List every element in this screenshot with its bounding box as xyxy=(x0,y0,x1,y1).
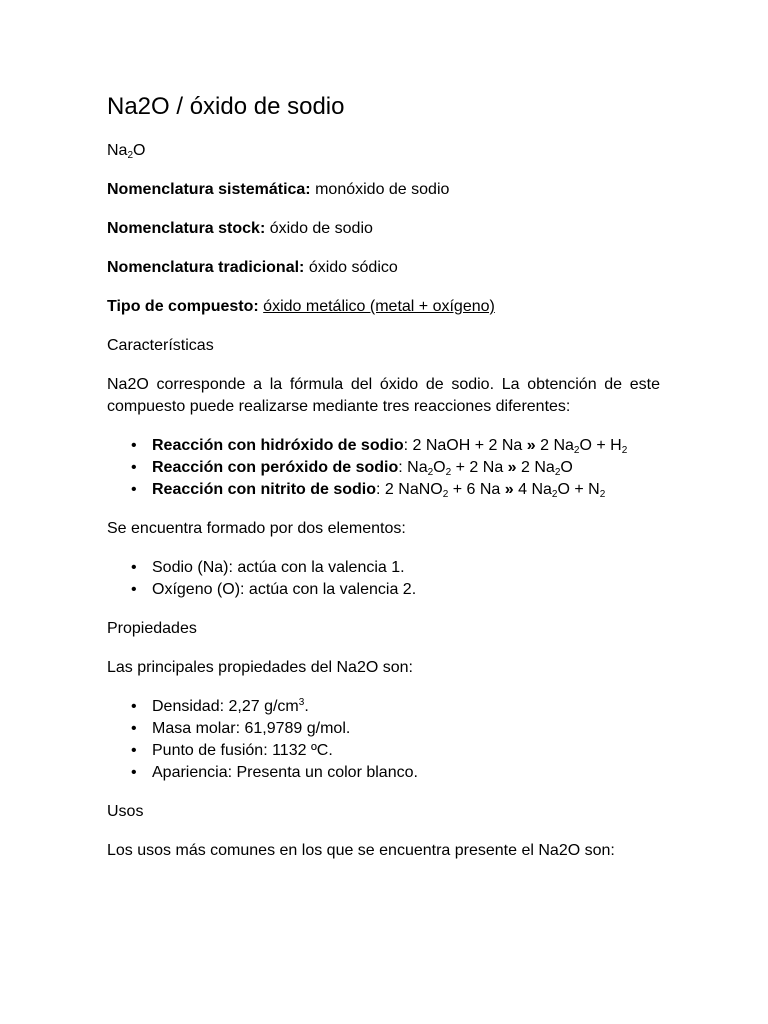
formula-na: Na xyxy=(107,142,128,159)
reaccion-text: 2 Na xyxy=(516,459,555,476)
nomenclatura-sistematica-value: monóxido de sodio xyxy=(310,181,450,198)
reaccion-text: : 2 NaNO xyxy=(376,481,443,498)
nomenclatura-sistematica-label: Nomenclatura sistemática: xyxy=(107,181,311,198)
usos-intro: Los usos más comunes en los que se encuentra presente el Na2O son: xyxy=(107,842,615,859)
list-item-reaccion-nitrito xyxy=(152,479,660,501)
list-item: • Punto de fusión: 1132 ºC. xyxy=(152,740,660,762)
nomenclatura-stock xyxy=(107,218,660,240)
reaccion-text: O xyxy=(560,459,573,476)
formula-o: O xyxy=(133,142,146,159)
nomenclatura-stock-value: óxido de sodio xyxy=(265,220,373,237)
densidad-superscript: 3 xyxy=(298,697,305,708)
formula-line xyxy=(107,140,660,162)
list-item-reaccion-peroxido xyxy=(152,457,660,479)
reaccion-label: Reacción con hidróxido de sodio xyxy=(152,437,404,454)
reacciones-list xyxy=(107,435,660,501)
list-item-densidad xyxy=(152,696,660,718)
reaccion-text: O + N xyxy=(557,481,600,498)
reaccion-subscript: 2 xyxy=(599,489,606,500)
list-item: • Masa molar: 61,9789 g/mol. xyxy=(152,718,660,740)
propiedades-intro: Las principales propiedades del Na2O son: xyxy=(107,659,413,676)
reaccion-label: Reacción con peróxido de sodio xyxy=(152,459,399,476)
elementos-intro: Se encuentra formado por dos elementos: xyxy=(107,520,406,537)
reaccion-arrow: » xyxy=(526,437,536,454)
nomenclatura-tradicional-label: Nomenclatura tradicional: xyxy=(107,259,305,276)
reaccion-text: O + H xyxy=(579,437,622,454)
tipo-de-compuesto-link[interactable]: óxido metálico (metal + oxígeno) xyxy=(263,298,495,315)
reaccion-subscript: 2 xyxy=(551,489,558,500)
reaccion-text: : Na xyxy=(398,459,428,476)
reaccion-text: 2 Na xyxy=(535,437,574,454)
densidad-text: Densidad: 2,27 g/cm xyxy=(152,698,299,715)
reaccion-subscript: 2 xyxy=(442,489,449,500)
nomenclatura-stock-label: Nomenclatura stock: xyxy=(107,220,266,237)
list-item: • Oxígeno (O): actúa con la valencia 2. xyxy=(152,579,660,601)
list-item-reaccion-hidroxido xyxy=(152,435,660,457)
reaccion-text: O xyxy=(433,459,446,476)
reaccion-subscript: 2 xyxy=(554,467,561,478)
densidad-end: . xyxy=(304,698,309,715)
tipo-de-compuesto-label: Tipo de compuesto: xyxy=(107,298,259,315)
formula-subscript: 2 xyxy=(127,150,134,161)
nomenclatura-tradicional-value: óxido sódico xyxy=(304,259,398,276)
nomenclatura-sistematica xyxy=(107,179,660,201)
reaccion-text: + 2 Na xyxy=(451,459,508,476)
reaccion-subscript: 2 xyxy=(427,467,434,478)
nomenclatura-tradicional xyxy=(107,257,660,279)
reaccion-text: + 6 Na xyxy=(448,481,505,498)
reaccion-label: Reacción con nitrito de sodio xyxy=(152,481,377,498)
reaccion-subscript: 2 xyxy=(573,445,580,456)
caracteristicas-intro: Na2O corresponde a la fórmula del óxido de sodio. La obtención de este compuesto puede realizarse mediante tres reacciones diferentes: xyxy=(107,376,660,415)
reaccion-arrow: » xyxy=(504,481,514,498)
reaccion-text: 4 Na xyxy=(513,481,552,498)
reaccion-text: : 2 NaOH + 2 Na xyxy=(403,437,527,454)
document-content xyxy=(107,90,660,879)
page-title: Na2O / óxido de sodio xyxy=(107,93,345,120)
usos-heading: Usos xyxy=(107,803,144,820)
reaccion-subscript: 2 xyxy=(445,467,452,478)
caracteristicas-heading: Características xyxy=(107,337,214,354)
list-item: • Apariencia: Presenta un color blanco. xyxy=(152,762,660,784)
propiedades-list xyxy=(107,696,660,784)
propiedades-heading: Propiedades xyxy=(107,620,197,637)
reaccion-arrow: » xyxy=(507,459,517,476)
tipo-de-compuesto xyxy=(107,296,660,318)
list-item: • Sodio (Na): actúa con la valencia 1. xyxy=(152,557,660,579)
reaccion-subscript: 2 xyxy=(621,445,628,456)
elementos-list xyxy=(107,557,660,601)
